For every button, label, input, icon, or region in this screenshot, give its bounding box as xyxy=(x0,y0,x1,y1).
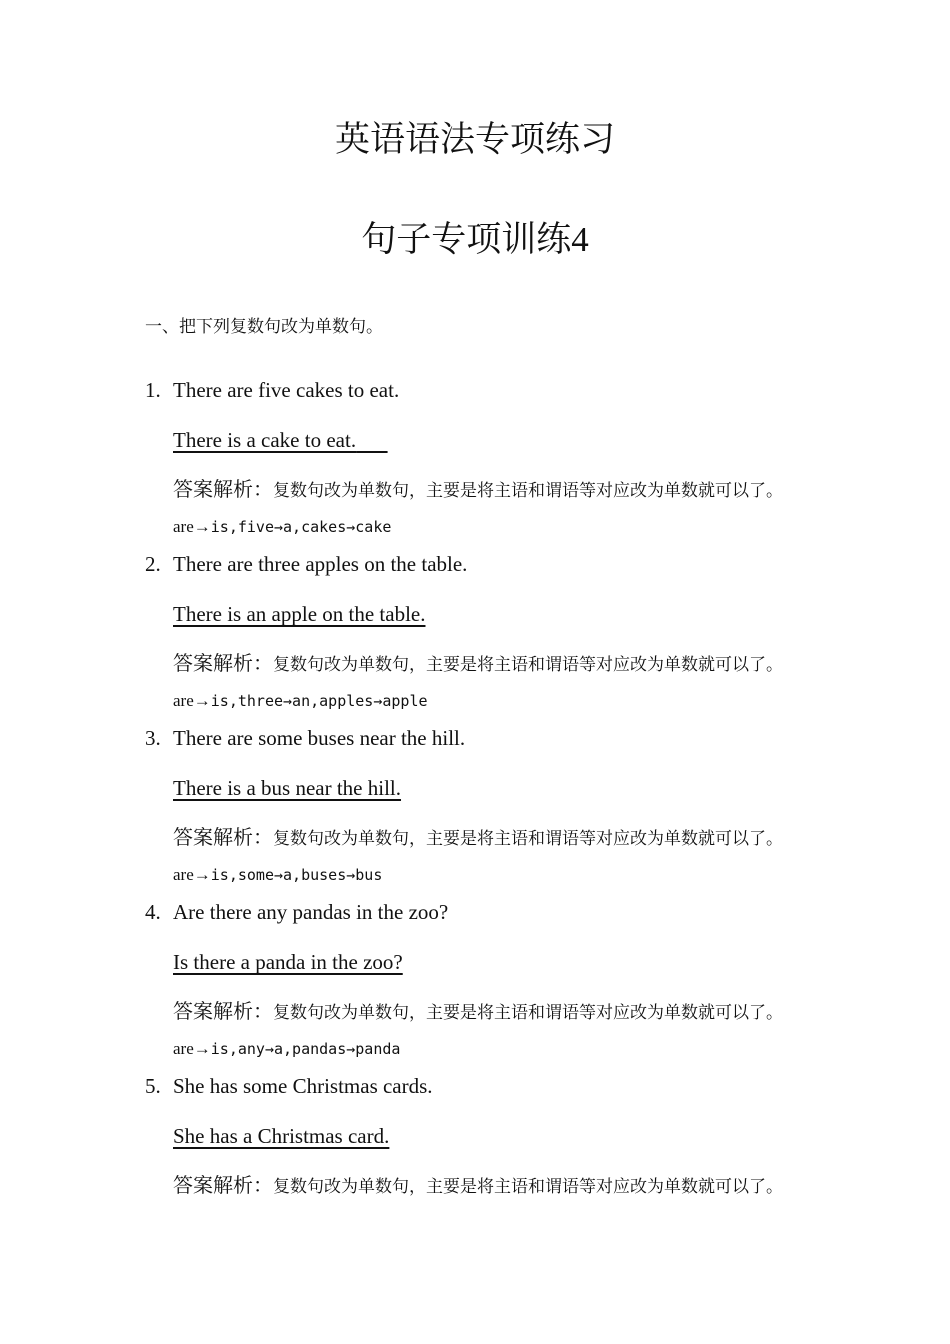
answer-4 xyxy=(173,947,403,977)
answer-text: There is an apple on the table. xyxy=(173,602,426,626)
question-5 xyxy=(145,1071,835,1101)
explanation-label: 答案解析： xyxy=(173,1175,273,1197)
answer-2 xyxy=(173,599,425,629)
question-text: There are five cakes to eat. xyxy=(173,378,400,402)
answer-blank xyxy=(356,428,388,452)
answer-5 xyxy=(173,1121,389,1151)
changes-prefix: are→ xyxy=(173,865,211,884)
explanation-label: 答案解析： xyxy=(173,653,273,675)
question-number: 2. xyxy=(145,552,161,576)
changes-prefix: are→ xyxy=(173,517,211,536)
changes-prefix: are→ xyxy=(173,1039,211,1058)
explanation-text: 复数句改为单数句，主要是将主语和谓语等对应改为单数就可以了。 xyxy=(273,1003,783,1022)
explanation-label: 答案解析： xyxy=(173,1001,273,1023)
question-number: 3. xyxy=(145,726,161,750)
answer-text: She has a Christmas card. xyxy=(173,1124,390,1148)
question-number: 4. xyxy=(145,900,161,924)
explanation-2 xyxy=(173,646,823,719)
document-title: 英语语法专项练习 xyxy=(334,120,615,159)
question-3 xyxy=(145,723,835,753)
explanation-text: 复数句改为单数句，主要是将主语和谓语等对应改为单数就可以了。 xyxy=(273,829,783,848)
explanation-text: 复数句改为单数句，主要是将主语和谓语等对应改为单数就可以了。 xyxy=(273,481,783,500)
question-number: 5. xyxy=(145,1074,161,1098)
changes-text: is,some→a,buses→bus xyxy=(210,866,383,884)
explanation-4 xyxy=(173,994,823,1067)
explanation-3 xyxy=(173,820,823,893)
changes-prefix: are→ xyxy=(173,691,211,710)
explanation-label: 答案解析： xyxy=(173,479,273,501)
question-2 xyxy=(145,549,835,579)
explanation-1 xyxy=(173,472,823,545)
answer-1 xyxy=(173,425,388,455)
question-1 xyxy=(145,375,835,405)
explanation-text: 复数句改为单数句，主要是将主语和谓语等对应改为单数就可以了。 xyxy=(273,655,783,674)
changes-text: is,five→a,cakes→cake xyxy=(210,518,392,536)
section-heading: 一、把下列复数句改为单数句。 xyxy=(145,317,383,336)
answer-text: There is a cake to eat. xyxy=(173,428,357,452)
question-text: There are three apples on the table. xyxy=(173,552,468,576)
explanation-5 xyxy=(173,1168,823,1204)
explanation-label: 答案解析： xyxy=(173,827,273,849)
document-subtitle: 句子专项训练4 xyxy=(361,220,589,259)
answer-3 xyxy=(173,773,401,803)
question-text: There are some buses near the hill. xyxy=(173,726,466,750)
answer-text: Is there a panda in the zoo? xyxy=(173,950,403,974)
question-number: 1. xyxy=(145,378,161,402)
question-text: Are there any pandas in the zoo? xyxy=(173,900,449,924)
answer-text: There is a bus near the hill. xyxy=(173,776,402,800)
changes-text: is,three→an,apples→apple xyxy=(210,692,428,710)
explanation-text: 复数句改为单数句，主要是将主语和谓语等对应改为单数就可以了。 xyxy=(273,1177,783,1196)
question-4 xyxy=(145,897,835,927)
question-text: She has some Christmas cards. xyxy=(173,1074,433,1098)
changes-text: is,any→a,pandas→panda xyxy=(210,1040,401,1058)
